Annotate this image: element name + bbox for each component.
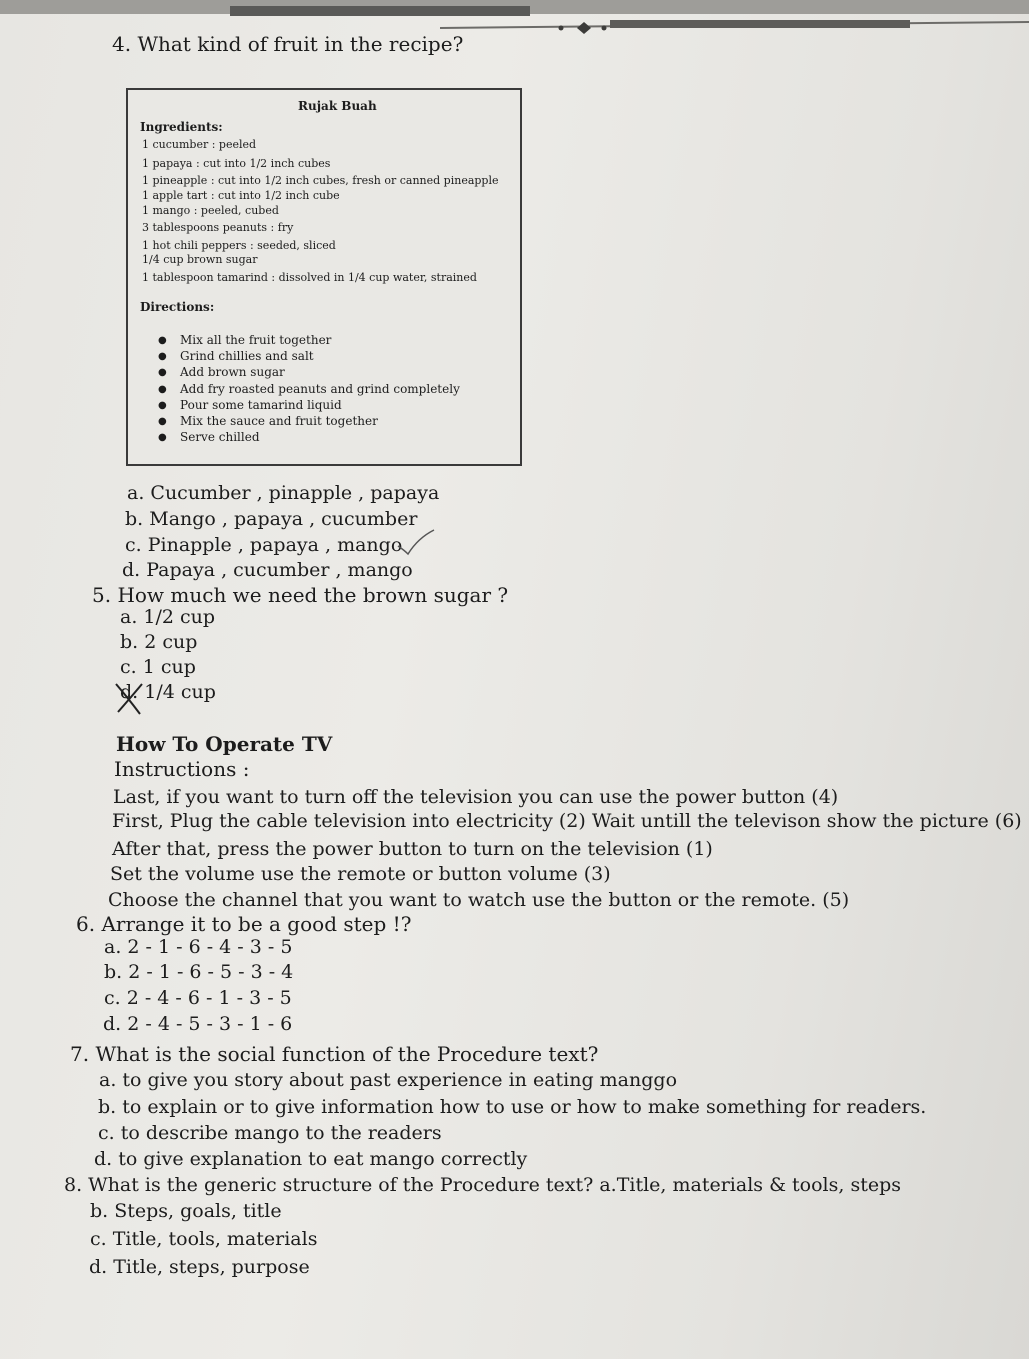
tv-step-line: Choose the channel that you want to watch use the button or the remote. (5): [108, 889, 850, 911]
q7-option-b[interactable]: b. to explain or to give information how to use or how to make something for readers.: [98, 1096, 927, 1118]
tv-step-line: After that, press the power button to turn on the television (1): [112, 838, 713, 860]
q6-option-d[interactable]: d. 2 - 4 - 5 - 3 - 1 - 6: [103, 1013, 293, 1035]
tv-step-line: Last, if you want to turn off the television you can use the power button (4): [113, 786, 839, 808]
ingredient-item: 3 tablespoons peanuts : fry: [142, 221, 294, 234]
bullet-icon: ●: [158, 416, 167, 427]
bullet-icon: ●: [158, 351, 167, 362]
q5-option-a[interactable]: a. 1/2 cup: [120, 606, 216, 628]
direction-item: Serve chilled: [180, 430, 260, 444]
q6-option-b[interactable]: b. 2 - 1 - 6 - 5 - 3 - 4: [104, 961, 294, 983]
cross-mark-icon: [112, 680, 146, 716]
question-4: 4. What kind of fruit in the recipe?: [112, 32, 464, 56]
q7-option-d[interactable]: d. to give explanation to eat mango correctly: [94, 1148, 528, 1170]
question-5: 5. How much we need the brown sugar ?: [92, 583, 509, 607]
q4-option-d[interactable]: d. Papaya , cucumber , mango: [122, 559, 413, 581]
q8-option-d[interactable]: d. Title, steps, purpose: [89, 1256, 310, 1278]
ingredient-item: 1 papaya : cut into 1/2 inch cubes: [142, 157, 331, 170]
direction-item: Mix the sauce and fruit together: [180, 414, 378, 428]
recipe-box: [126, 88, 522, 466]
bullet-icon: ●: [158, 335, 167, 346]
q5-option-c[interactable]: c. 1 cup: [120, 656, 196, 678]
bullet-icon: ●: [158, 400, 167, 411]
q7-option-c[interactable]: c. to describe mango to the readers: [98, 1122, 442, 1144]
ingredient-item: 1 mango : peeled, cubed: [142, 204, 279, 217]
q4-option-c[interactable]: c. Pinapple , papaya , mango: [125, 534, 403, 556]
q4-option-b[interactable]: b. Mango , papaya , cucumber: [125, 508, 418, 530]
tv-title: How To Operate TV: [116, 732, 333, 756]
ingredient-item: 1/4 cup brown sugar: [142, 253, 258, 266]
recipe-title: Rujak Buah: [298, 99, 377, 113]
question-6: 6. Arrange it to be a good step !?: [76, 912, 412, 936]
q8-option-c[interactable]: c. Title, tools, materials: [90, 1228, 318, 1250]
direction-item: Add brown sugar: [180, 365, 285, 379]
direction-item: Add fry roasted peanuts and grind completely: [180, 382, 460, 396]
q5-option-d[interactable]: d. 1/4 cup: [120, 681, 216, 703]
direction-item: Pour some tamarind liquid: [180, 398, 342, 412]
question-8: 8. What is the generic structure of the Procedure text? a.Title, materials & tools, steps: [64, 1174, 901, 1196]
bullet-icon: ●: [158, 367, 167, 378]
direction-item: Grind chillies and salt: [180, 349, 314, 363]
tv-step-line: First, Plug the cable television into electricity (2) Wait untill the televison show the picture (6): [112, 810, 1022, 832]
directions-heading: Directions:: [140, 300, 215, 314]
direction-item: Mix all the fruit together: [180, 333, 332, 347]
bullet-icon: ●: [158, 384, 167, 395]
q6-option-a[interactable]: a. 2 - 1 - 6 - 4 - 3 - 5: [104, 936, 293, 958]
ingredient-item: 1 apple tart : cut into 1/2 inch cube: [142, 189, 340, 202]
tv-instructions-heading: Instructions :: [114, 757, 250, 781]
tv-step-line: Set the volume use the remote or button volume (3): [110, 863, 611, 885]
bullet-icon: ●: [158, 432, 167, 443]
question-7: 7. What is the social function of the Procedure text?: [70, 1042, 599, 1066]
ingredient-item: 1 pineapple : cut into 1/2 inch cubes, fresh or canned pineapple: [142, 174, 499, 187]
ingredient-item: 1 cucumber : peeled: [142, 138, 257, 151]
ingredient-item: 1 tablespoon tamarind : dissolved in 1/4 cup water, strained: [142, 271, 477, 284]
ingredients-heading: Ingredients:: [140, 120, 223, 134]
q4-option-a[interactable]: a. Cucumber , pinapple , papaya: [127, 482, 440, 504]
q8-option-b[interactable]: b. Steps, goals, title: [90, 1200, 282, 1222]
q5-option-b[interactable]: b. 2 cup: [120, 631, 198, 653]
q6-option-c[interactable]: c. 2 - 4 - 6 - 1 - 3 - 5: [104, 987, 292, 1009]
ingredient-item: 1 hot chili peppers : seeded, sliced: [142, 239, 336, 252]
q7-option-a[interactable]: a. to give you story about past experience in eating manggo: [99, 1069, 678, 1091]
checkmark-icon: [396, 528, 436, 556]
